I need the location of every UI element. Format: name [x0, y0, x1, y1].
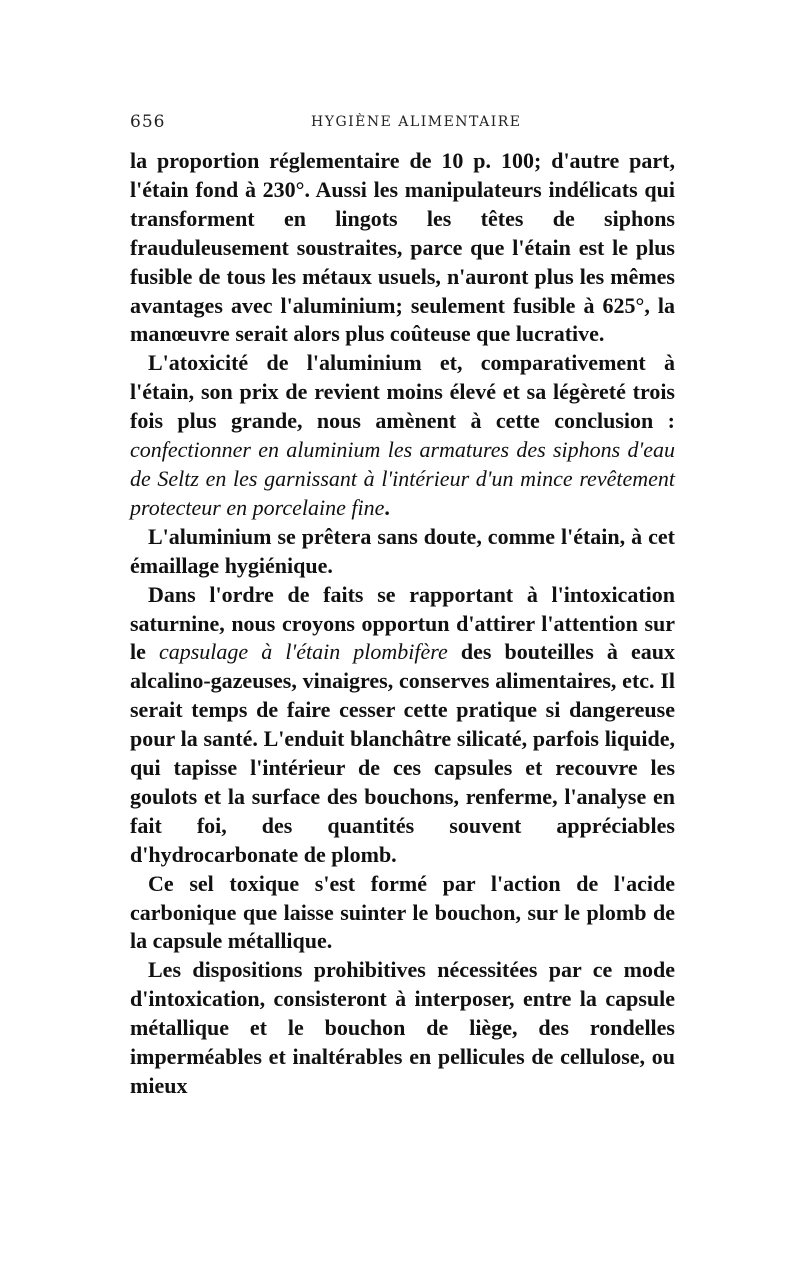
paragraph-5 [130, 870, 675, 957]
paragraph-6-text: Les dispositions prohibitives nécessitées par ce mode d'intoxication, consisteront à interposer, entre la capsule métallique et le bouchon de liège, des rondelles imperméables et inaltérables en pellicules de cellulose, ou mieux [130, 957, 675, 1098]
paragraph-1 [130, 147, 675, 349]
paragraph-2-end: . [384, 494, 390, 520]
paragraph-6 [130, 956, 675, 1101]
paragraph-1-text: la proportion réglementaire de 10 p. 100; d'autre part, l'étain fond à 230°. Aussi les manipulateurs indélicats qui transforment en lingots les têtes de siphons frauduleusement soustraites, parce que l'étain est le plus fusible de tous les métaux usuels, n'auront plus les mêmes avantages avec l'aluminium; seulement fusible à 625°, la manœuvre serait alors plus coûteuse que lucrative. [130, 148, 675, 347]
paragraph-4 [130, 581, 675, 870]
paragraph-4-text: Dans l'ordre de faits se rapportant à l'intoxication saturnine, nous croyons opportun d'attirer l'attention sur le [130, 581, 675, 665]
body-text [130, 147, 675, 1101]
paragraph-4-italic: capsulage à l'étain plombifère [158, 639, 448, 665]
paragraph-2-italic: confectionner en aluminium les armatures des siphons d'eau de Seltz en les garnissant à l'intérieur d'un mince revêtement protecteur en porcelaine fine [130, 437, 675, 520]
running-title: HYGIÈNE ALIMENTAIRE [311, 114, 522, 130]
running-head [130, 112, 675, 136]
paragraph-5-text: Ce sel toxique s'est formé par l'action de l'acide carbonique que laisse suinter le bouchon, sur le plomb de la capsule métallique. [130, 870, 675, 954]
paragraph-3-text: L'aluminium se prêtera sans doute, comme l'étain, à cet émaillage hygiénique. [130, 523, 675, 578]
paragraph-2-text: L'atoxicité de l'aluminium et, comparativement à l'étain, son prix de revient moins élevé et sa légèreté trois fois plus grande, nous amènent à cette conclusion : [130, 350, 675, 434]
paragraph-3 [130, 523, 675, 581]
paragraph-4-end: des bouteilles à eaux alcalino-gazeuses, vinaigres, conserves alimentaires, etc. Il serait temps de faire cesser cette pratique si dangereuse pour la santé. L'enduit blanchâtre silicaté, parfois liquide, qui tapisse l'intérieur de ces capsules et recouvre les goulots et la surface des bouchons, renferme, l'analyse en fait foi, des quantités souvent appréciables d'hydrocarbonate de plomb. [130, 639, 675, 867]
page-number: 656 [130, 112, 166, 132]
paragraph-2 [130, 349, 675, 522]
